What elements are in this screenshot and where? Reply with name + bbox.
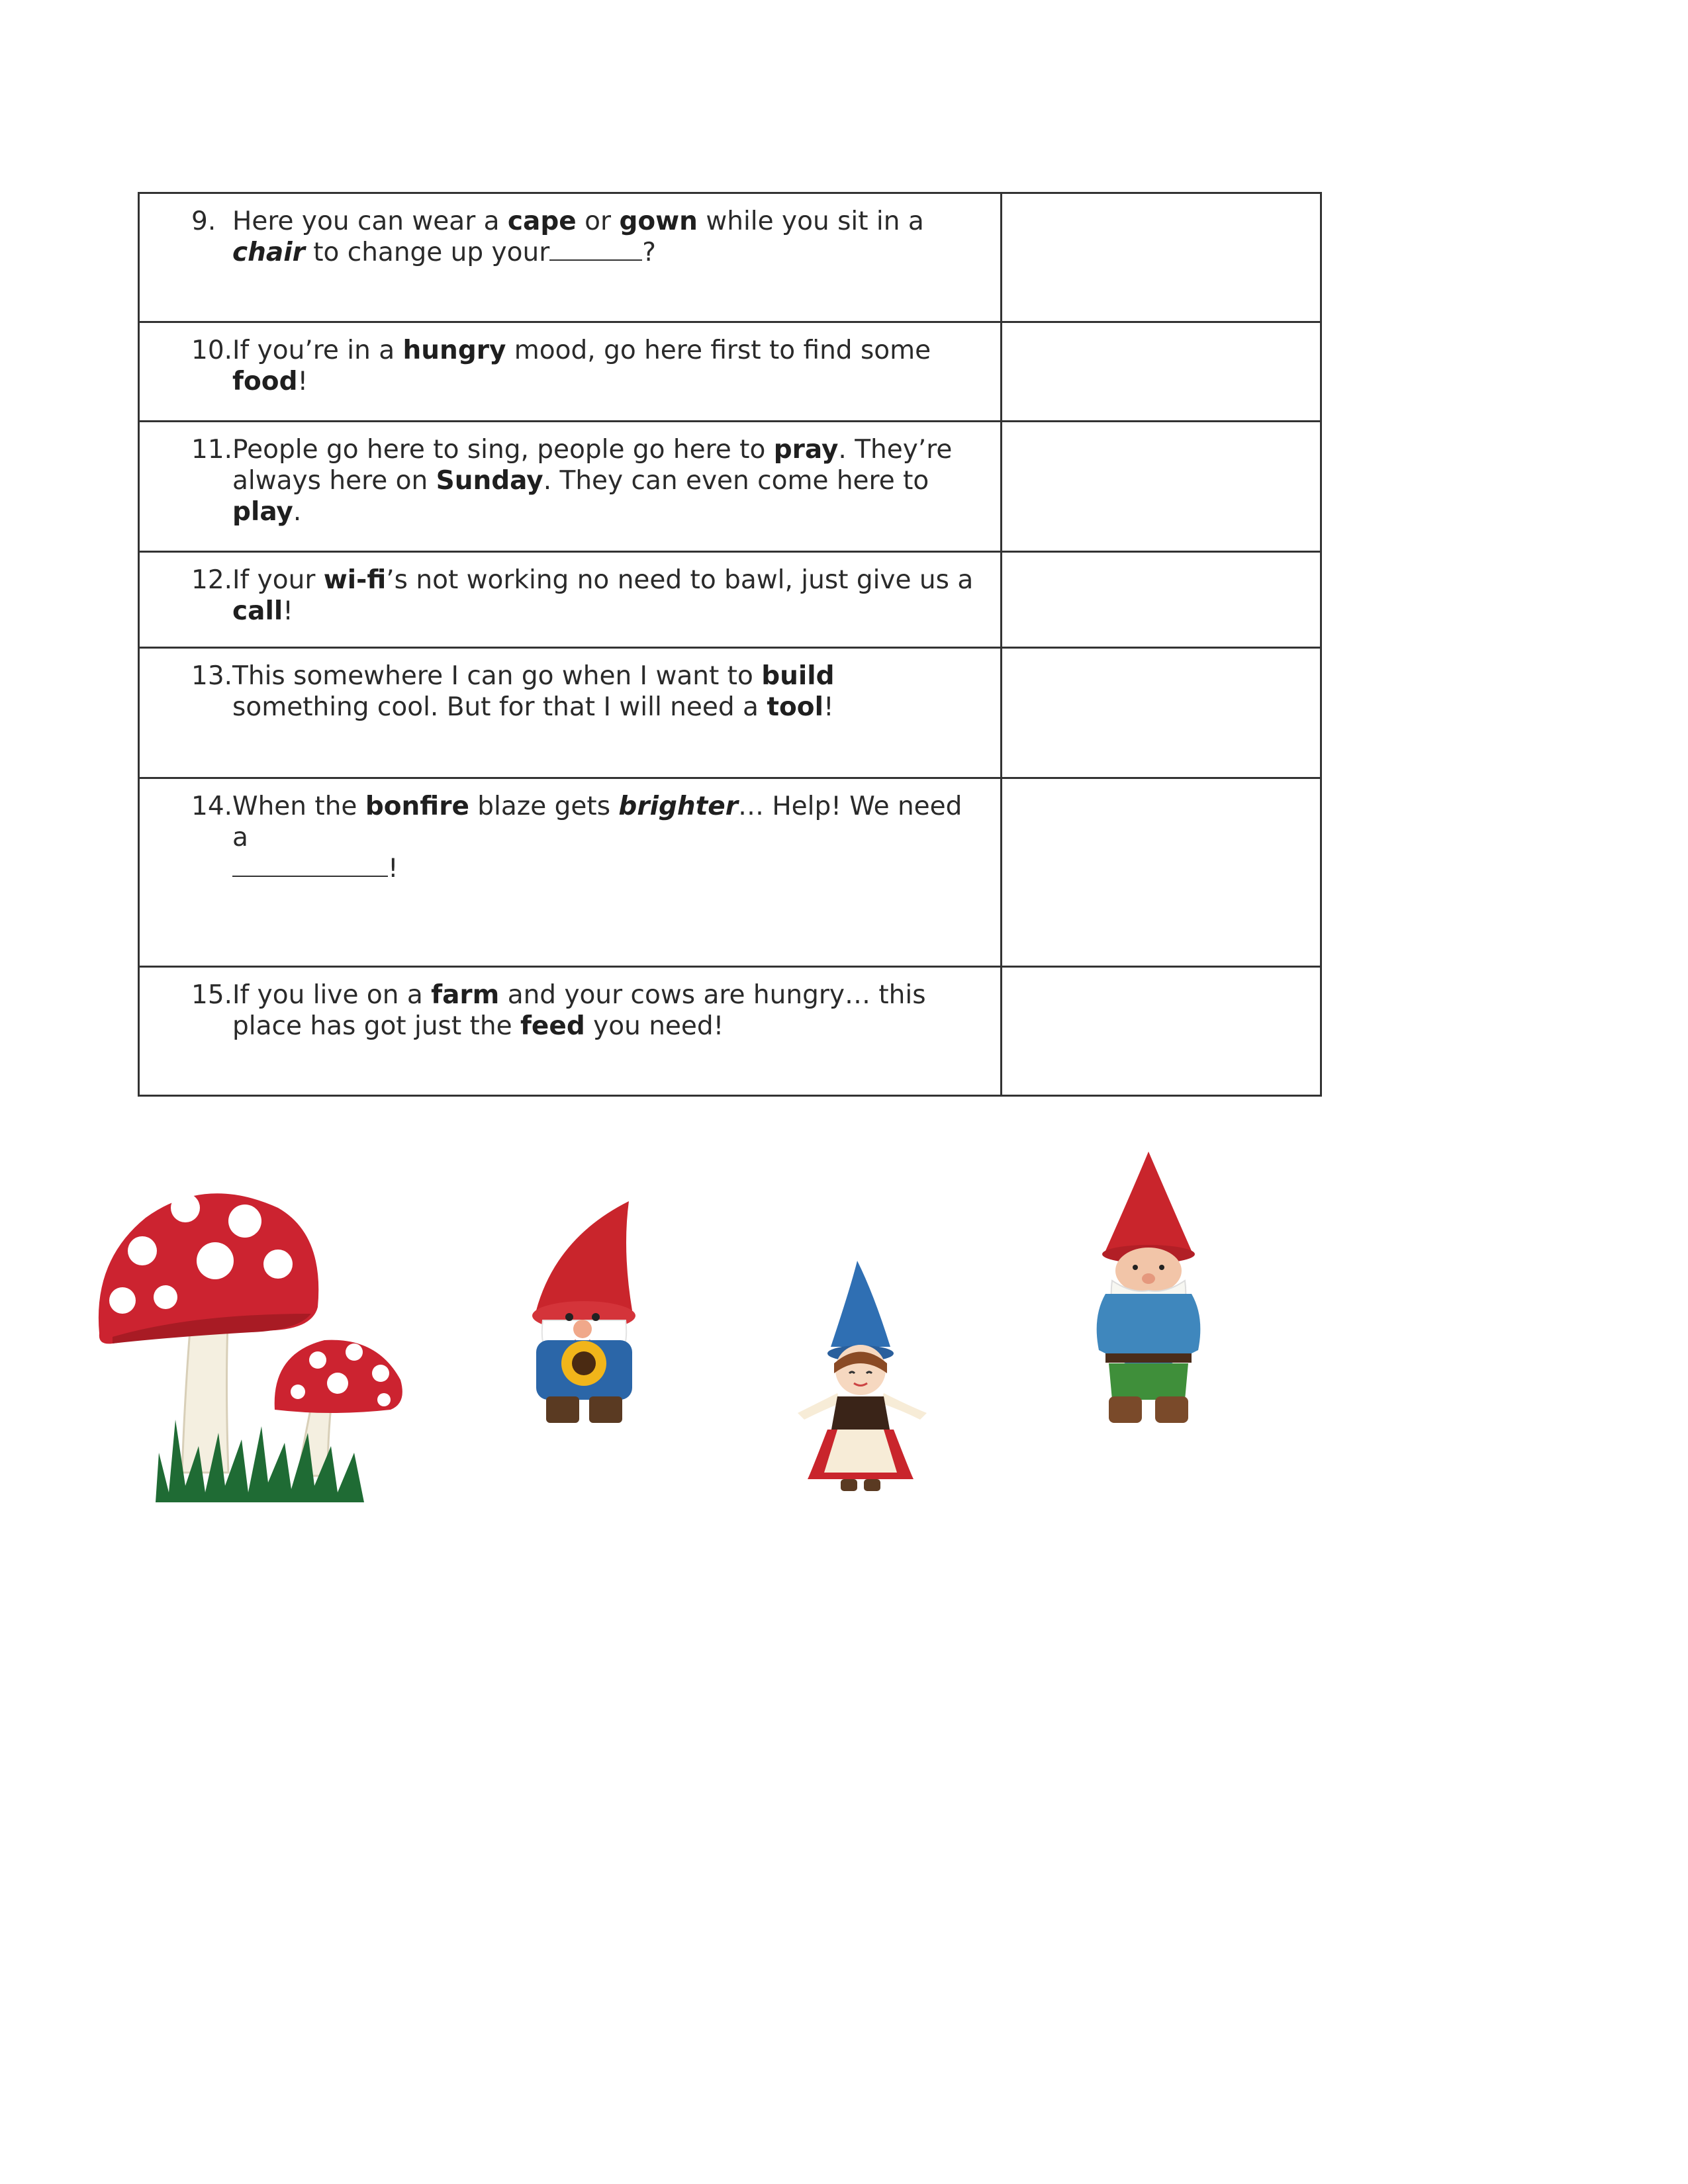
riddle-fragment: ’s not working no need to bawl, just give us a xyxy=(386,565,974,595)
riddle-number: 12. xyxy=(191,565,233,595)
bearded-gnome-icon xyxy=(1086,1152,1211,1430)
keyword-italic: brighter xyxy=(618,792,738,821)
riddle-row xyxy=(139,322,1321,422)
riddle-fragment: If your xyxy=(232,565,324,595)
keyword-italic: chair xyxy=(232,238,305,267)
riddle-fragment: . xyxy=(293,497,302,527)
keyword: bonfire xyxy=(365,792,469,821)
riddle-row xyxy=(139,967,1321,1096)
riddle-number: 14. xyxy=(191,792,233,821)
riddle-text xyxy=(232,434,974,527)
riddle-number: 10. xyxy=(191,336,233,365)
riddle-fragment: If you’re in a xyxy=(232,336,403,365)
riddle-fragment: ! xyxy=(388,854,399,884)
keyword: play xyxy=(232,497,293,527)
riddle-fragment: . They’re always here on xyxy=(232,435,953,496)
riddle-cell xyxy=(139,778,1002,967)
keyword: call xyxy=(232,596,283,626)
riddle-number: 15. xyxy=(191,980,233,1010)
fill-in-blank[interactable] xyxy=(232,853,388,877)
riddle-row xyxy=(139,778,1321,967)
riddle-fragment: ! xyxy=(297,367,308,396)
riddle-fragment: and your cows are hungry… this place has got just the xyxy=(232,980,926,1041)
fill-in-blank[interactable] xyxy=(549,237,642,261)
riddle-cell xyxy=(139,552,1002,648)
answer-cell[interactable] xyxy=(1002,193,1321,322)
riddle-row xyxy=(139,193,1321,322)
riddle-fragment: ? xyxy=(642,238,656,267)
keyword: farm xyxy=(431,980,500,1010)
riddle-fragment: ! xyxy=(823,692,834,722)
answer-cell[interactable] xyxy=(1002,778,1321,967)
keyword: wi-fi xyxy=(323,565,387,595)
riddle-number: 11. xyxy=(191,435,233,465)
riddle-row xyxy=(139,422,1321,552)
riddle-fragment: . They can even come here to xyxy=(543,466,929,496)
riddle-fragment: Here you can wear a xyxy=(232,206,508,236)
riddle-fragment: If you live on a xyxy=(232,980,432,1010)
riddle-row xyxy=(139,648,1321,778)
riddle-fragment: This somewhere I can go when I want to xyxy=(232,661,762,691)
riddle-text xyxy=(232,565,974,627)
riddle-fragment: while you sit in a xyxy=(697,206,924,236)
riddle-cell xyxy=(139,193,1002,322)
riddle-fragment: something cool. But for that I will need a xyxy=(232,692,767,722)
riddle-text xyxy=(232,660,974,723)
keyword: feed xyxy=(520,1011,585,1041)
riddle-fragment: blaze gets xyxy=(469,792,619,821)
riddle-cell xyxy=(139,967,1002,1096)
riddle-text xyxy=(232,206,974,268)
riddle-fragment: or xyxy=(576,206,620,236)
riddle-text xyxy=(232,335,974,397)
riddle-fragment: … Help! We need a xyxy=(232,792,962,852)
riddle-fragment: you need! xyxy=(585,1011,724,1041)
answer-cell[interactable] xyxy=(1002,552,1321,648)
riddle-text xyxy=(232,979,974,1042)
riddle-cell xyxy=(139,322,1002,422)
answer-cell[interactable] xyxy=(1002,422,1321,552)
keyword: Sunday xyxy=(436,466,543,496)
riddle-number: 13. xyxy=(191,661,233,691)
girl-gnome-icon xyxy=(791,1261,937,1506)
keyword: food xyxy=(232,367,298,396)
riddle-fragment: to change up your xyxy=(305,238,550,267)
riddle-cell xyxy=(139,422,1002,552)
keyword: gown xyxy=(619,206,698,236)
answer-cell[interactable] xyxy=(1002,648,1321,778)
riddle-fragment: mood, go here first to find some xyxy=(506,336,931,365)
keyword: tool xyxy=(767,692,823,722)
riddle-fragment: When the xyxy=(232,792,365,821)
answer-cell[interactable] xyxy=(1002,967,1321,1096)
riddle-text xyxy=(232,791,974,884)
gnome-sunflower-icon xyxy=(530,1198,639,1426)
riddle-row xyxy=(139,552,1321,648)
riddle-fragment: People go here to sing, people go here to xyxy=(232,435,774,465)
riddle-number: 9. xyxy=(191,206,216,236)
keyword: pray xyxy=(773,435,839,465)
keyword: cape xyxy=(507,206,577,236)
keyword: hungry xyxy=(402,336,506,365)
riddle-table xyxy=(138,192,1322,1097)
riddle-cell xyxy=(139,648,1002,778)
keyword: build xyxy=(761,661,835,691)
red-toadstool-icon xyxy=(93,1181,410,1506)
riddle-fragment: ! xyxy=(283,596,293,626)
answer-cell[interactable] xyxy=(1002,322,1321,422)
